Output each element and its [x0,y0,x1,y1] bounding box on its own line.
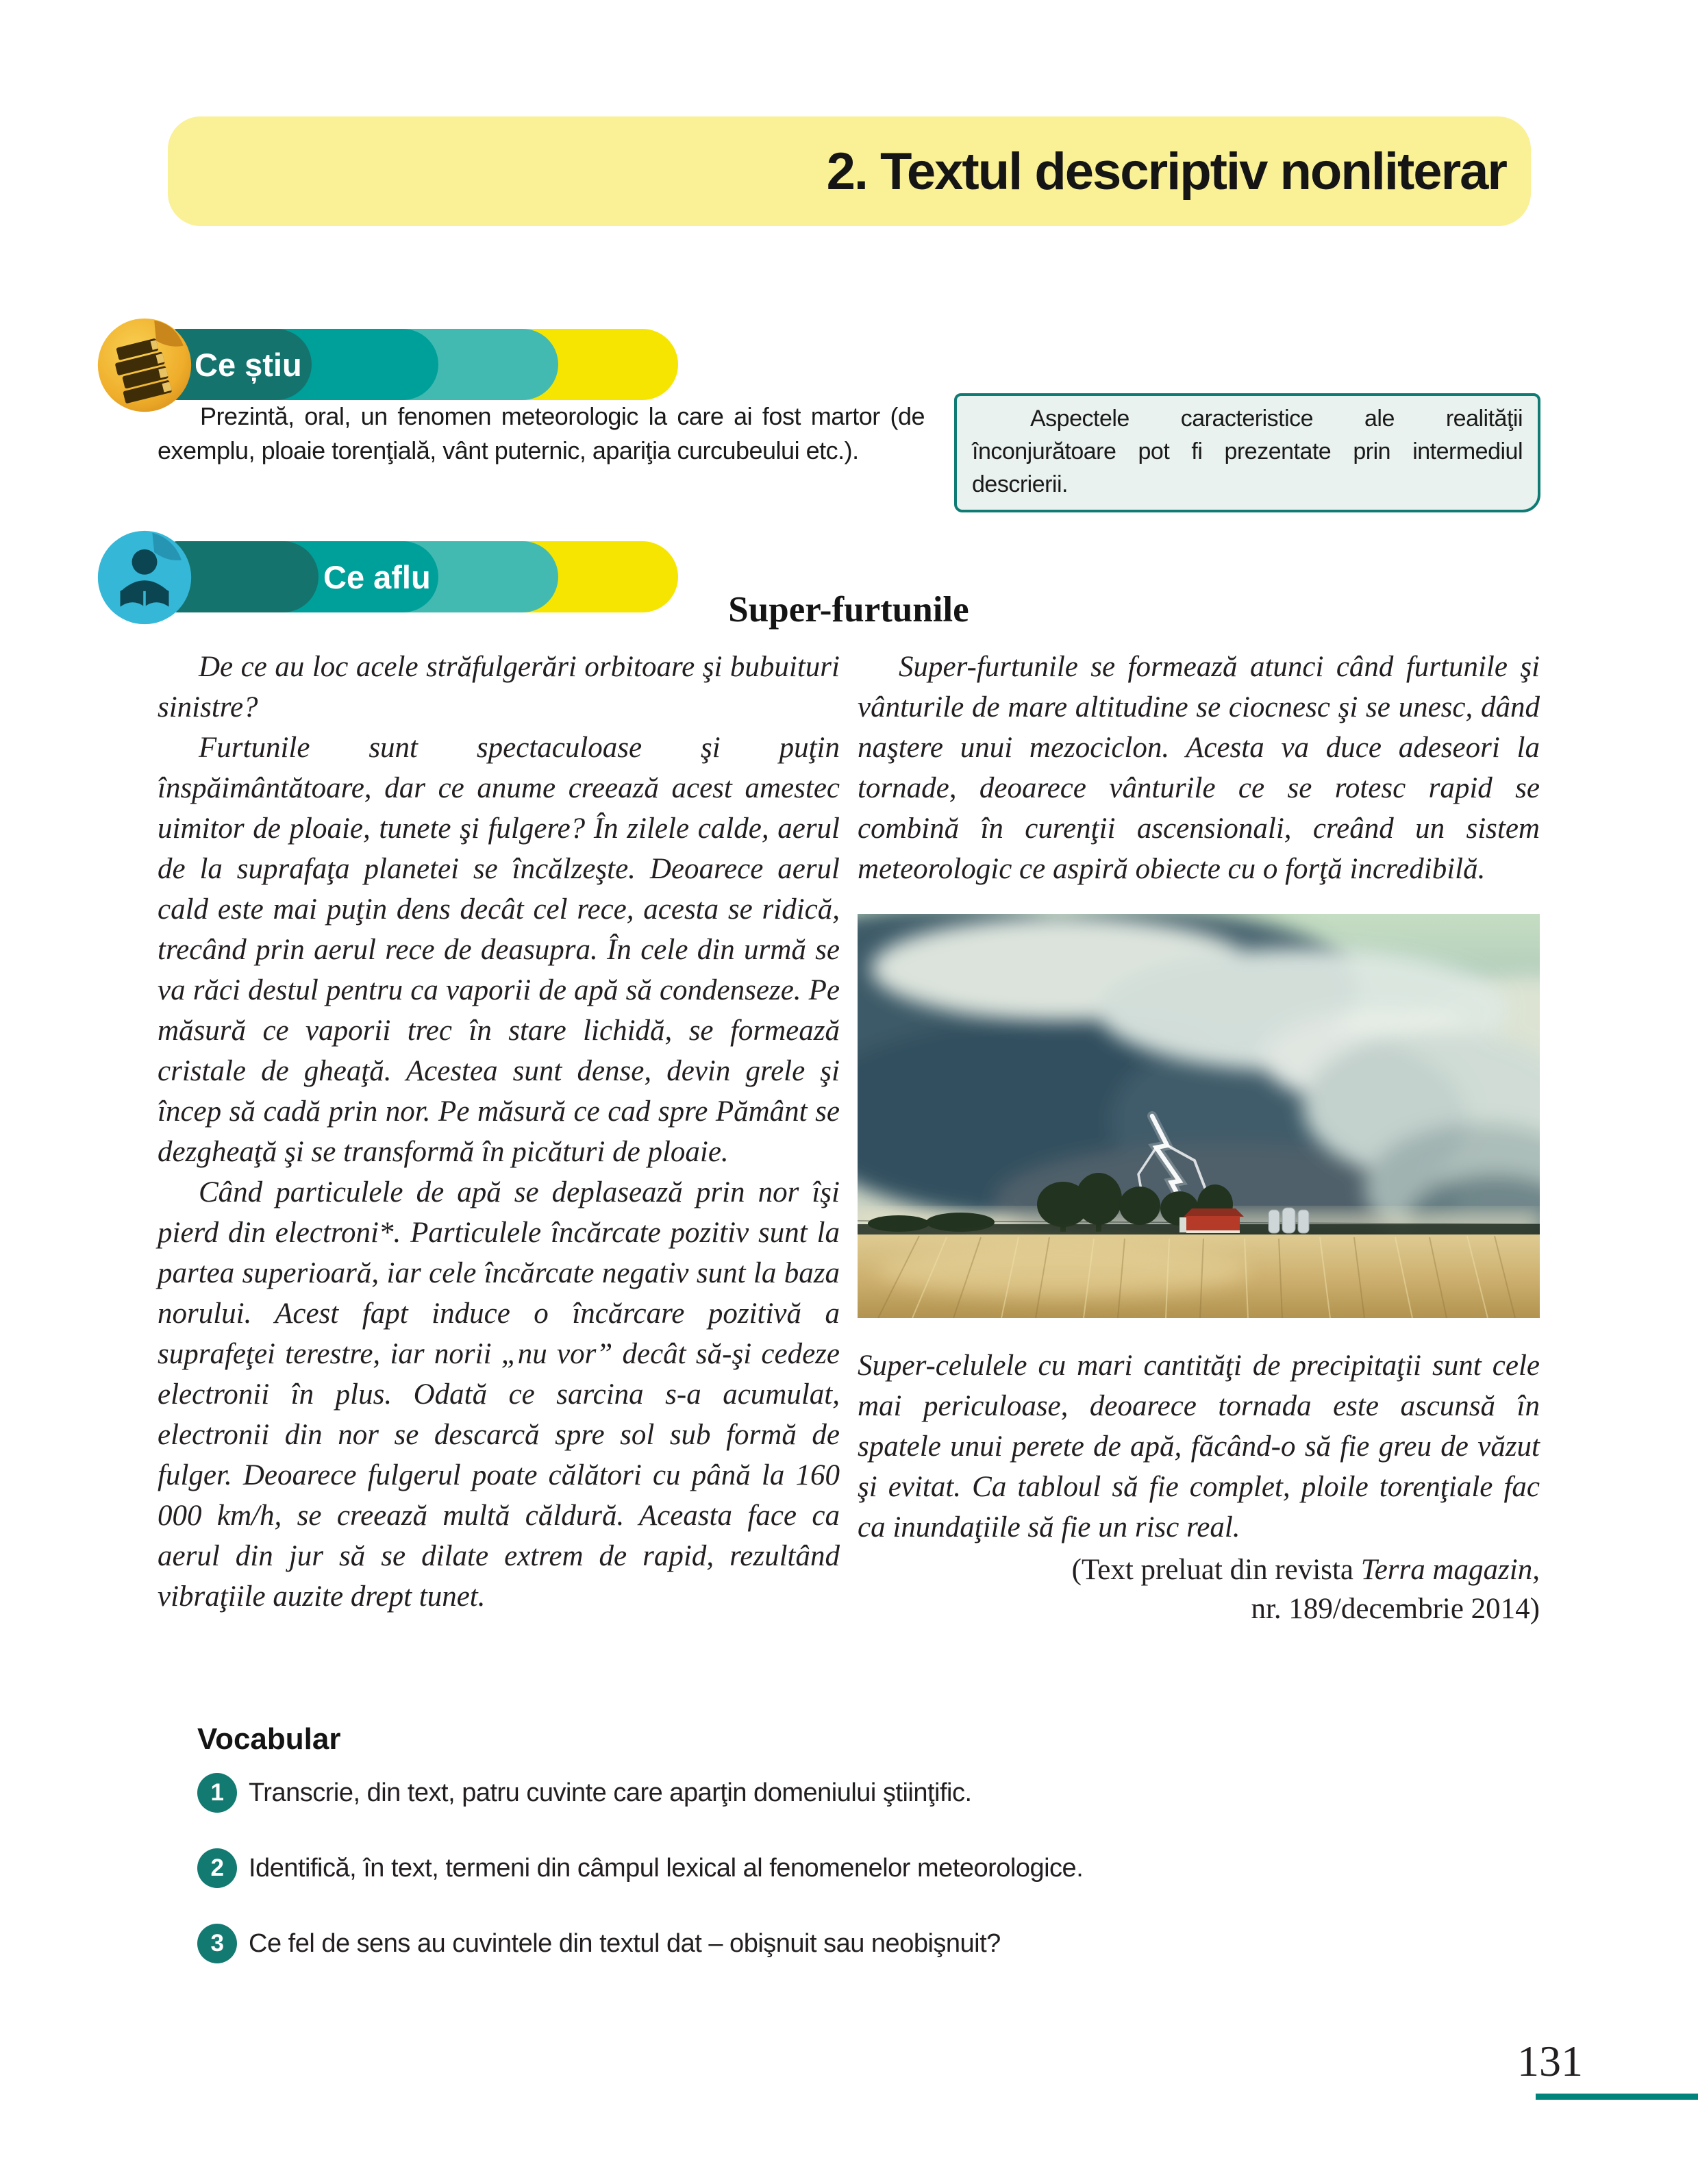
info-box [954,393,1540,512]
item-number-badge: 3 [197,1924,237,1963]
vocabular-item-text: Ce fel de sens au cuvintele din textul dat – obişnuit sau neobişnuit? [249,1928,1001,1958]
attribution-pre: (Text preluat din revista [1071,1554,1361,1586]
article-title: Super-furtunile [728,590,969,630]
info-box-text: Aspectele caracteristice ale realităţii înconjurătoare pot fi prezentate prin intermediul descrierii. [972,406,1523,497]
storm-photo [858,914,1540,1318]
article-paragraph: Furtunile sunt spectaculoase şi puţin înspăimântătoare, dar ce anume creează acest amestec uimitor de ploaie, tunete şi fulgere? În zilele calde, aerul de la suprafaţa planetei se încălzeşte. Deoarece aerul cald este mai puţin dens decât cel rece, acesta se ridică, trecând prin aerul rece de deasupra. În cele din urmă se va răci destul pentru ca vaporii de apă să condenseze. Pe măsură ce vaporii trec în stare lichidă, se formează cristale de gheaţă. Acestea sunt dense, devin grele şi încep să cadă prin nor. Pe măsură ce cad spre Pământ se dezgheaţă şi se transformă în picături de ploaie. [158,732,840,1168]
ce-aflu-label: Ce aflu [323,558,431,595]
chapter-title-banner [168,116,1531,226]
attribution [858,1550,1540,1628]
attribution-line1 [858,1550,1540,1589]
item-number-badge: 1 [197,1773,237,1813]
article-right-column [858,647,1540,1628]
article-left-column [158,647,840,1617]
chapter-title: 2. Textul descriptiv nonliterar [826,142,1506,201]
vocabular-item-text: Transcrie, din text, patru cuvinte care aparţin domeniului ştiinţific. [249,1778,972,1807]
vocabular-item-3 [197,1924,1001,1963]
article-paragraph: Super-furtunile se formează atunci când furtunile şi vânturile de mare altitudine se ciocnesc şi se unesc, dând naştere unui mezociclon. Acesta va duce adeseori la tornade, deoarece vânturile ce se rotesc rapid se combină în curenţii ascensionali, creând un sistem meteorologic ce aspiră obiecte cu o forţă incredibilă. [858,651,1540,885]
vocabular-heading: Vocabular [197,1722,341,1756]
page-number: 131 [1517,2037,1583,2085]
article-paragraph: De ce au loc acele străfulgerări orbitoare şi bubuituri sinistre? [158,651,840,723]
page-footer-rule [1536,2094,1698,2100]
article-paragraph: Super-celulele cu mari cantităţi de precipitaţii sunt cele mai periculoase, deoarece tornada este ascunsă în spatele unui perete de apă, făcând-o să fie greu de văzut şi evitat. Ca tabloul să fie complet, ploile torenţiale fac ca inundaţiile să fie un risc real. [858,1350,1540,1543]
attribution-line2: nr. 189/decembrie 2014) [1251,1593,1540,1625]
vocabular-item-1 [197,1773,972,1813]
attribution-source: Terra magazin, [1360,1554,1540,1586]
item-number-badge: 2 [197,1848,237,1888]
ce-stiu-task-text: Prezintă, oral, un fenomen meteorologic la care ai fost martor (de exemplu, ploaie torenţială, vânt puternic, apariţia curcubeului etc.). [158,402,925,464]
vocabular-item-2 [197,1848,1083,1888]
ce-stiu-label: Ce știu [195,346,302,383]
vocabular-item-text: Identifică, în text, termeni din câmpul lexical al fenomenelor meteorologice. [249,1853,1084,1883]
article-paragraph: Când particulele de apă se deplasează prin nor îşi pierd din electroni*. Particulele încărcate pozitiv sunt la partea superioară, iar cele încărcate negativ sunt la baza norului. Acest fapt induce o încărcare pozitivă a suprafeţei terestre, iar norii „nu vor” decât să-şi cedeze electronii în plus. Odată ce sarcina s-a acumulat, electronii din nor se descarcă spre sol sub formă de fulger. Deoarece fulgerul poate călători cu până la 160 000 km/h, se creează multă căldură. Aceasta face ca aerul din jur să se dilate extrem de rapid, rezultând vibraţiile auzite drept tunet. [158,1176,840,1613]
